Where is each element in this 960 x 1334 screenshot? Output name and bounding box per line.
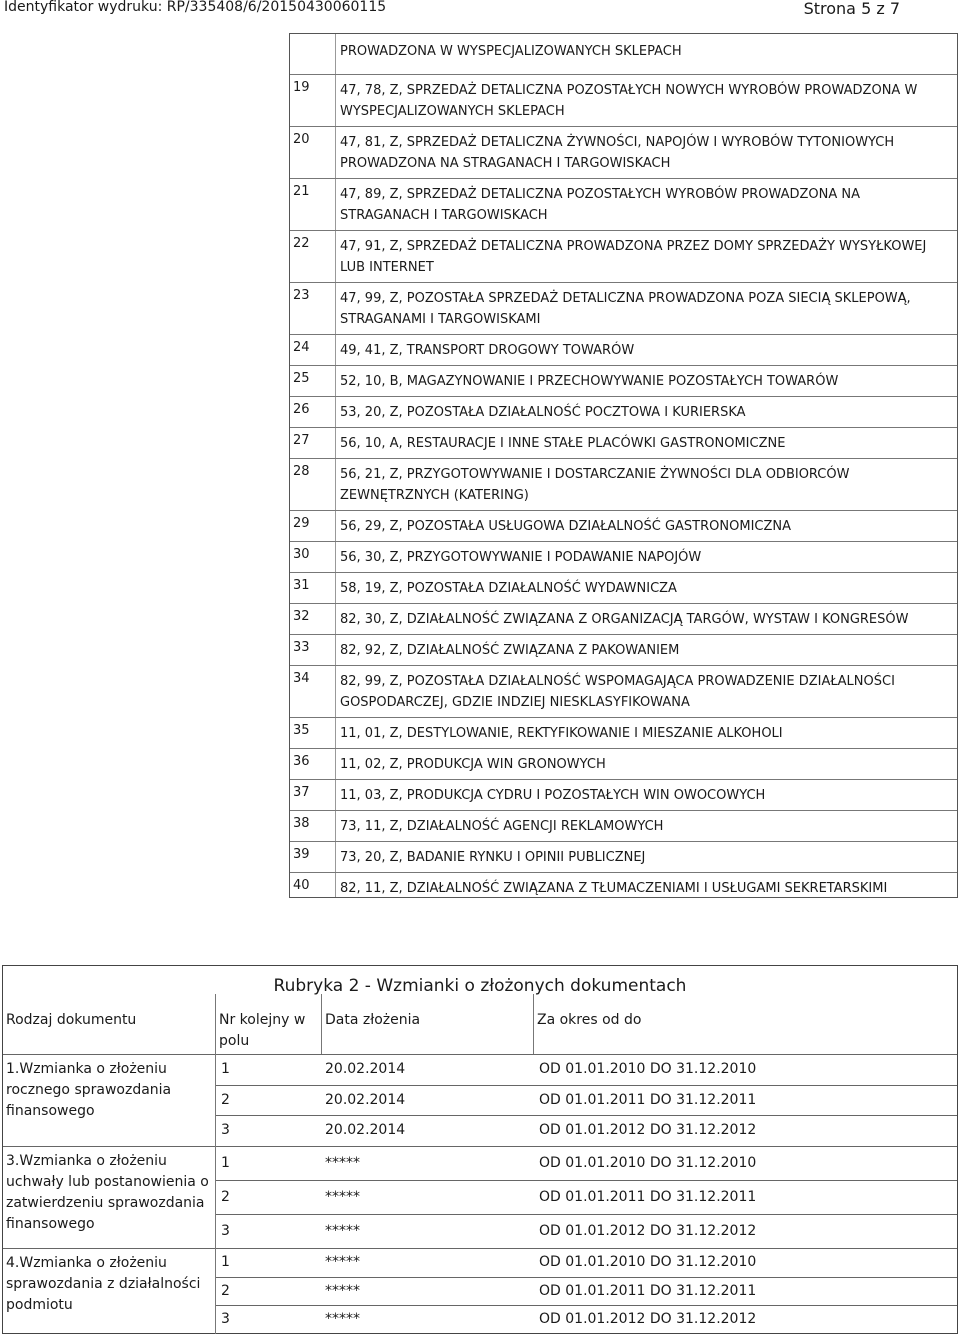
header-divider (533, 994, 534, 1054)
group-column-divider (215, 1146, 216, 1248)
document-type-label: 4.Wzmianka o złożeniu sprawozdania z działalności podmiotu (6, 1255, 201, 1313)
row-text: 56, 29, Z, POZOSTAŁA USŁUGOWA DZIAŁALNOŚĆ GASTRONOMICZNA (340, 519, 792, 534)
row-divider (216, 1277, 957, 1278)
column-header-data: Data złożenia (325, 1012, 421, 1028)
period: OD 01.01.2012 DO 31.12.2012 (539, 1311, 757, 1328)
row-number: 1 (221, 1253, 230, 1270)
table-row (290, 717, 957, 749)
table-row (290, 841, 957, 873)
period: OD 01.01.2012 DO 31.12.2012 (539, 1122, 757, 1139)
row-text: 56, 10, A, RESTAURACJE I INNE STAŁE PLACÓWKI GASTRONOMICZNE (340, 436, 786, 451)
row-text: 82, 99, Z, POZOSTAŁA DZIAŁALNOŚĆ WSPOMAGAJĄCA PROWADZENIE DZIAŁALNOŚCI GOSPODARCZEJ, GDZIE INDZIEJ NIESKLASYFIKOWANA (340, 674, 895, 710)
filing-date: 20.02.2014 (325, 1091, 406, 1108)
group-divider (3, 1248, 957, 1249)
table-row (290, 74, 957, 127)
row-number: 33 (293, 640, 310, 655)
row-text: 47, 99, Z, POZOSTAŁA SPRZEDAŻ DETALICZNA PROWADZONA POZA SIECIĄ SKLEPOWĄ, STRAGANAMI I TARGOWISKAMI (340, 291, 911, 327)
row-divider (216, 1180, 957, 1181)
period: OD 01.01.2010 DO 31.12.2010 (539, 1253, 757, 1270)
row-text: 82, 30, Z, DZIAŁALNOŚĆ ZWIĄZANA Z ORGANIZACJĄ TARGÓW, WYSTAW I KONGRESÓW (340, 612, 909, 627)
period: OD 01.01.2011 DO 31.12.2011 (539, 1282, 757, 1299)
row-text: 47, 91, Z, SPRZEDAŻ DETALICZNA PROWADZONA PRZEZ DOMY SPRZEDAŻY WYSYŁKOWEJ LUB INTERNET (340, 239, 927, 275)
pkd-table (289, 33, 958, 898)
row-number: 39 (293, 847, 310, 862)
row-number: 37 (293, 785, 310, 800)
group-divider (3, 1146, 957, 1147)
page-header (0, 0, 960, 16)
row-divider (216, 1115, 957, 1116)
period: OD 01.01.2010 DO 31.12.2010 (539, 1060, 757, 1077)
row-text: 73, 20, Z, BADANIE RYNKU I OPINII PUBLICZNEJ (340, 850, 646, 865)
row-text: 56, 21, Z, PRZYGOTOWYWANIE I DOSTARCZANIE ŻYWNOŚCI DLA ODBIORCÓW ZEWNĘTRZNYCH (KATERING) (340, 467, 850, 503)
row-number: 35 (293, 723, 310, 738)
filing-date: 20.02.2014 (325, 1122, 406, 1139)
row-number: 3 (221, 1311, 230, 1328)
period: OD 01.01.2010 DO 31.12.2010 (539, 1154, 757, 1171)
column-header-nr: Nr kolejny w polu (219, 1012, 306, 1049)
row-number: 2 (221, 1188, 230, 1205)
row-text: 52, 10, B, MAGAZYNOWANIE I PRZECHOWYWANIE POZOSTAŁYCH TOWARÓW (340, 374, 839, 389)
row-number: 26 (293, 402, 310, 417)
table-row (290, 779, 957, 811)
row-number: 22 (293, 236, 310, 251)
row-number: 21 (293, 184, 310, 199)
row-text: 73, 11, Z, DZIAŁALNOŚĆ AGENCJI REKLAMOWYCH (340, 819, 664, 834)
period: OD 01.01.2012 DO 31.12.2012 (539, 1222, 757, 1239)
period: OD 01.01.2011 DO 31.12.2011 (539, 1091, 757, 1108)
row-number: 24 (293, 340, 310, 355)
period: OD 01.01.2011 DO 31.12.2011 (539, 1188, 757, 1205)
row-number: 27 (293, 433, 310, 448)
table-row (290, 541, 957, 573)
row-number: 23 (293, 288, 310, 303)
row-divider (216, 1085, 957, 1086)
filing-date: ***** (325, 1222, 360, 1239)
row-number: 30 (293, 547, 310, 562)
group-column-divider (215, 1054, 216, 1146)
row-number: 19 (293, 80, 310, 95)
header-divider (215, 994, 216, 1054)
filing-date: ***** (325, 1311, 360, 1328)
row-text: 49, 41, Z, TRANSPORT DROGOWY TOWARÓW (340, 343, 635, 358)
filing-date: 20.02.2014 (325, 1060, 406, 1077)
print-identifier: Identyfikator wydruku: RP/335408/6/20150430060115 (4, 0, 387, 15)
filing-date: ***** (325, 1188, 360, 1205)
row-number: 32 (293, 609, 310, 624)
row-number: 40 (293, 878, 310, 893)
row-text: 11, 02, Z, PRODUKCJA WIN GRONOWYCH (340, 757, 606, 772)
row-number: 36 (293, 754, 310, 769)
row-number: 1 (221, 1154, 230, 1171)
row-number: 25 (293, 371, 310, 386)
row-text: 47, 78, Z, SPRZEDAŻ DETALICZNA POZOSTAŁYCH NOWYCH WYROBÓW PROWADZONA W WYSPECJALIZOWANYCH SKLEPACH (340, 83, 918, 119)
row-text: 47, 81, Z, SPRZEDAŻ DETALICZNA ŻYWNOŚCI, NAPOJÓW I WYROBÓW TYTONIOWYCH PROWADZONA NA STRAGANACH I TARGOWISKACH (340, 135, 895, 171)
table-row (290, 178, 957, 231)
row-text: 11, 01, Z, DESTYLOWANIE, REKTYFIKOWANIE I MIESZANIE ALKOHOLI (340, 726, 783, 741)
row-number: 3 (221, 1222, 230, 1239)
table-row (290, 230, 957, 283)
row-text: 53, 20, Z, POZOSTAŁA DZIAŁALNOŚĆ POCZTOWA I KURIERSKA (340, 405, 746, 420)
rubryka-table (2, 965, 958, 1334)
document-type-label: 1.Wzmianka o złożeniu rocznego sprawozdania finansowego (6, 1061, 172, 1119)
row-number: 1 (221, 1060, 230, 1077)
row-text: 58, 19, Z, POZOSTAŁA DZIAŁALNOŚĆ WYDAWNICZA (340, 581, 677, 596)
group-divider (3, 1054, 957, 1055)
row-number: 3 (221, 1122, 230, 1139)
column-header-okres: Za okres od do (537, 1012, 642, 1028)
table-row (290, 365, 957, 397)
document-type-label: 3.Wzmianka o złożeniu uchwały lub postanowienia o zatwierdzeniu sprawozdania finansowego (6, 1153, 209, 1232)
table-row (290, 872, 957, 904)
row-text: 11, 03, Z, PRODUKCJA CYDRU I POZOSTAŁYCH WIN OWOCOWYCH (340, 788, 766, 803)
table-row (290, 282, 957, 335)
group-column-divider (215, 1248, 216, 1334)
filing-date: ***** (325, 1253, 360, 1270)
row-divider (216, 1305, 957, 1306)
row-text: 56, 30, Z, PRZYGOTOWYWANIE I PODAWANIE NAPOJÓW (340, 550, 702, 565)
row-number: 31 (293, 578, 310, 593)
filing-date: ***** (325, 1282, 360, 1299)
table-row (290, 510, 957, 542)
row-number: 34 (293, 671, 310, 686)
row-text: 82, 92, Z, DZIAŁALNOŚĆ ZWIĄZANA Z PAKOWANIEM (340, 643, 680, 658)
page-number: Strona 5 z 7 (803, 0, 900, 18)
row-text: 82, 11, Z, DZIAŁALNOŚĆ ZWIĄZANA Z TŁUMACZENIAMI I USŁUGAMI SEKRETARSKIMI (340, 881, 888, 896)
table-row (290, 458, 957, 511)
row-text: PROWADZONA W WYSPECJALIZOWANYCH SKLEPACH (340, 44, 682, 59)
section-title: Rubryka 2 - Wzmianki o złożonych dokumentach (273, 976, 687, 996)
table-row (290, 572, 957, 604)
column-header-rodzaj: Rodzaj dokumentu (6, 1012, 137, 1028)
table-row (290, 810, 957, 842)
table-row (290, 396, 957, 428)
row-number: 28 (293, 464, 310, 479)
header-divider (321, 994, 322, 1054)
row-number: 20 (293, 132, 310, 147)
row-number: 2 (221, 1282, 230, 1299)
table-row (290, 126, 957, 179)
table-row (290, 634, 957, 666)
row-number: 2 (221, 1091, 230, 1108)
filing-date: ***** (325, 1154, 360, 1171)
table-row (290, 334, 957, 366)
row-text: 47, 89, Z, SPRZEDAŻ DETALICZNA POZOSTAŁYCH WYROBÓW PROWADZONA NA STRAGANACH I TARGOWISKACH (340, 187, 861, 223)
table-row (290, 427, 957, 459)
table-row (290, 665, 957, 718)
row-number: 29 (293, 516, 310, 531)
row-number: 38 (293, 816, 310, 831)
table-row (290, 748, 957, 780)
row-divider (216, 1214, 957, 1215)
table-row (290, 603, 957, 635)
